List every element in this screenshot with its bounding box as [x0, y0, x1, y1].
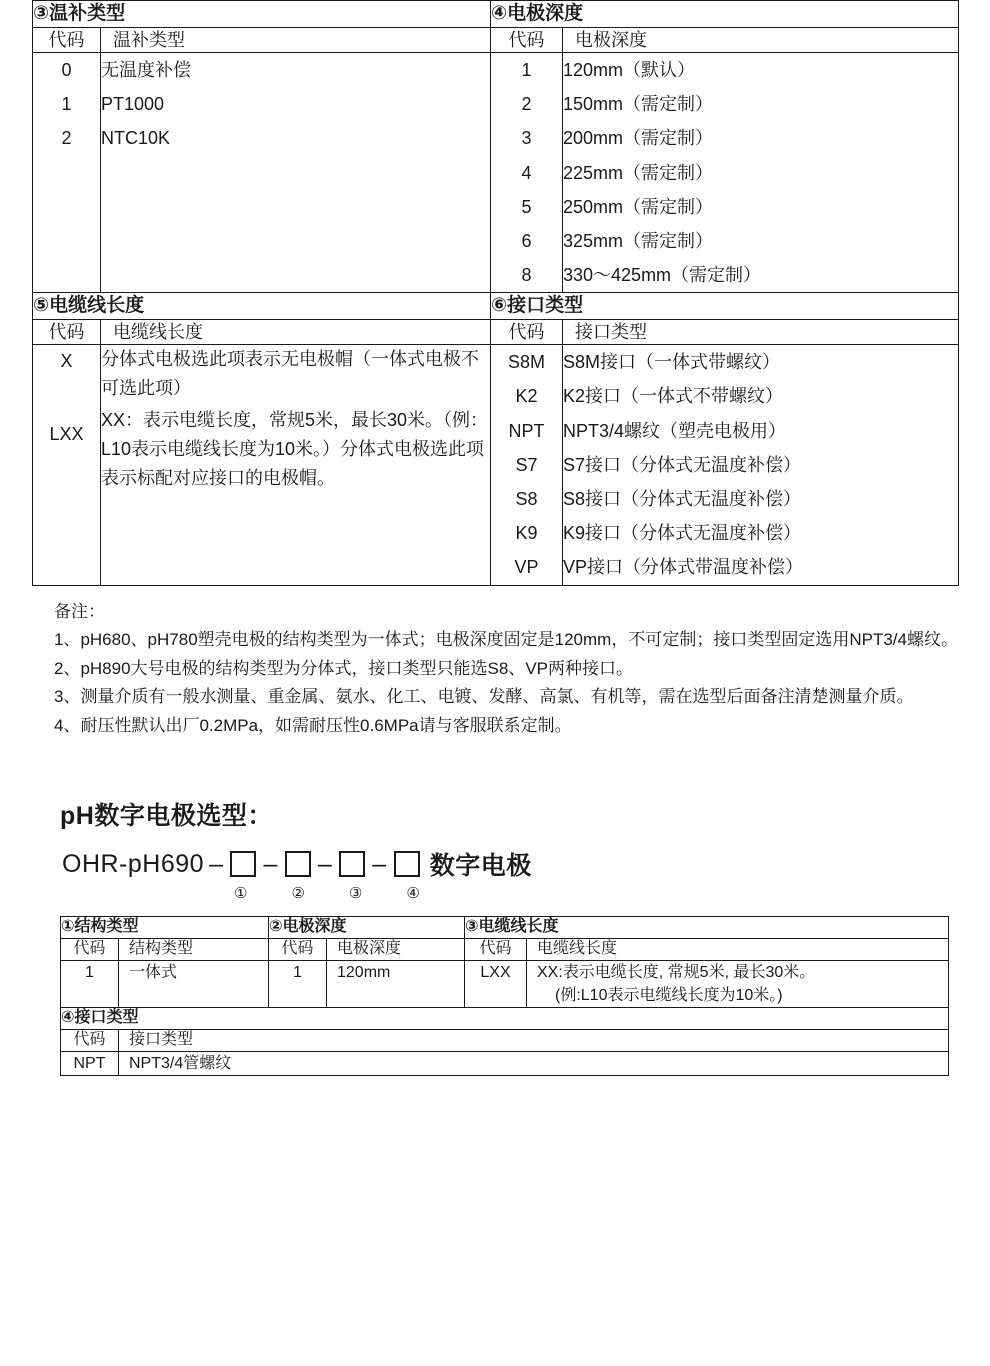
selection-table-top	[32, 0, 959, 586]
marker-1: ①	[234, 885, 248, 903]
col-head-desc-4: 电极深度	[563, 27, 959, 52]
dash-3: –	[317, 849, 333, 878]
desc-cell	[527, 960, 949, 1007]
descs-5	[101, 345, 491, 585]
note-item: 1、pH680、pH780塑壳电极的结构类型为一体式；电极深度固定是120mm，不可定制；接口类型固定选用NPT3/4螺纹。	[54, 630, 958, 650]
desc-cell: 200mm（需定制）	[563, 128, 714, 149]
section-header-d2: ②电极深度	[269, 917, 465, 939]
desc-cell: NPT3/4螺纹（塑壳电极用）	[563, 420, 787, 441]
col-head-desc-6: 接口类型	[563, 319, 959, 344]
col-head-code-6: 代码	[491, 319, 563, 344]
code-cell: LXX	[465, 960, 527, 1007]
dash-4: –	[372, 849, 387, 878]
col-head-desc-d2: 电极深度	[327, 939, 465, 961]
desc-cell: 150mm（需定制）	[563, 94, 714, 115]
col-head-desc-d3: 电缆线长度	[527, 939, 949, 961]
code-cell: 0	[61, 59, 72, 80]
model-suffix: 数字电极	[429, 852, 532, 881]
code-cell: 2	[521, 94, 532, 115]
model-code-line	[62, 846, 958, 882]
desc-cell: 120mm	[327, 960, 465, 1007]
desc-cell: XX：表示电缆长度，常规5米，最长30米。（例：L10表示电缆线长度为10米。）分体式电极选此项表示标配对应接口的电极帽。	[101, 409, 489, 488]
col-head-code-5: 代码	[33, 319, 101, 344]
section-header-5: ⑤电缆线长度	[33, 293, 491, 320]
desc-cell: 325mm（需定制）	[563, 230, 714, 251]
desc-cell: NTC10K	[101, 128, 171, 149]
code-cell: 1	[61, 960, 119, 1007]
desc-line-2: (例:L10表示电缆线长度为10米。)	[555, 987, 783, 1005]
desc-cell: S7接口（分体式无温度补偿）	[563, 454, 802, 475]
table-row	[61, 1051, 949, 1075]
model-slot-2[interactable]	[285, 851, 311, 877]
table-row	[33, 319, 959, 344]
notes-title: 备注：	[54, 601, 105, 621]
selection-table-bottom-wrap	[60, 916, 948, 1076]
code-cell: K2	[515, 386, 538, 407]
desc-line-1: XX:表示电缆长度, 常规5米, 最长30米。	[537, 963, 816, 981]
code-cell: 2	[61, 128, 72, 149]
model-slot-3[interactable]	[339, 851, 365, 877]
notes-block	[32, 598, 958, 741]
table-row	[33, 293, 959, 320]
note-item: 4、耐压性默认出厂0.2MPa，如需耐压性0.6MPa请与客服联系定制。	[54, 715, 572, 735]
desc-cell: 一体式	[119, 960, 269, 1007]
code-cell: 4	[521, 162, 532, 183]
digital-section-title: pH数字电极选型：	[60, 802, 273, 831]
code-cell: LXX	[49, 424, 84, 445]
desc-cell: 330～425mm（需定制）	[563, 265, 762, 286]
descs-4	[563, 52, 959, 292]
section-header-d1: ①结构类型	[61, 917, 269, 939]
table-row	[61, 1008, 949, 1030]
desc-cell: VP接口（分体式带温度补偿）	[563, 557, 804, 578]
model-prefix: OHR-pH690	[62, 849, 205, 878]
col-head-desc-5: 电缆线长度	[101, 319, 491, 344]
desc-cell: 无温度补偿	[101, 59, 191, 80]
desc-cell: 225mm（需定制）	[563, 162, 714, 183]
section-header-4: ④电极深度	[491, 1, 959, 28]
code-cell: 1	[521, 59, 532, 80]
col-head-code-4: 代码	[491, 27, 563, 52]
marker-4: ④	[406, 885, 420, 903]
desc-cell: S8接口（分体式无温度补偿）	[563, 488, 802, 509]
desc-cell: K9接口（分体式无温度补偿）	[563, 523, 802, 544]
table-row	[33, 52, 959, 292]
code-cell: S8	[515, 488, 538, 509]
code-cell: 1	[269, 960, 327, 1007]
desc-cell: S8M接口（一体式带螺纹）	[563, 352, 781, 373]
dash-2: –	[263, 849, 278, 878]
descs-3	[101, 52, 491, 292]
code-cell: 3	[521, 128, 532, 149]
code-cell: X	[60, 351, 73, 372]
selection-table-bottom	[60, 916, 949, 1076]
codes-6	[491, 345, 563, 585]
code-cell: 6	[521, 230, 532, 251]
codes-3	[33, 52, 101, 292]
model-markers	[62, 884, 958, 902]
codes-5	[33, 345, 101, 585]
col-head-desc-d1: 结构类型	[119, 939, 269, 961]
code-cell: NPT	[61, 1051, 119, 1075]
col-head-code-d4: 代码	[61, 1030, 119, 1052]
col-head-code-d2: 代码	[269, 939, 327, 961]
table-row	[61, 960, 949, 1007]
table-row	[61, 917, 949, 939]
code-cell: S8M	[507, 352, 545, 373]
table-row	[61, 1030, 949, 1052]
marker-2: ②	[291, 885, 305, 903]
col-head-desc-3: 温补类型	[101, 27, 491, 52]
col-head-code-d3: 代码	[465, 939, 527, 961]
code-cell: NPT	[508, 420, 545, 441]
model-slot-1[interactable]	[230, 851, 256, 877]
table-row	[33, 345, 959, 585]
table-row	[61, 939, 949, 961]
code-cell: 1	[61, 94, 72, 115]
desc-cell: PT1000	[101, 94, 165, 115]
section-header-d3: ③电缆线长度	[465, 917, 949, 939]
col-head-desc-d4: 接口类型	[119, 1030, 949, 1052]
dash-1: –	[209, 849, 224, 878]
codes-4	[491, 52, 563, 292]
code-cell: 8	[521, 265, 532, 286]
section-header-d4: ④接口类型	[61, 1008, 949, 1030]
desc-cell: 分体式电极选此项表示无电极帽（一体式电极不可选此项）	[101, 349, 479, 399]
code-cell: 5	[521, 196, 532, 217]
note-item: 2、pH890大号电极的结构类型为分体式，接口类型只能选S8、VP两种接口。	[54, 658, 634, 678]
code-cell: K9	[515, 523, 538, 544]
desc-cell: 250mm（需定制）	[563, 196, 714, 217]
descs-6	[563, 345, 959, 585]
note-item: 3、测量介质有一般水测量、重金属、氨水、化工、电镀、发酵、高氯、有机等，需在选型后面备注清楚测量介质。	[54, 687, 914, 707]
code-cell: VP	[514, 557, 539, 578]
table-row	[33, 27, 959, 52]
code-cell: S7	[515, 454, 538, 475]
model-slot-4[interactable]	[394, 851, 420, 877]
desc-cell: 120mm（默认）	[563, 59, 696, 80]
desc-cell: NPT3/4管螺纹	[119, 1051, 949, 1075]
section-header-3: ③温补类型	[33, 1, 491, 28]
desc-cell: K2接口（一体式不带螺纹）	[563, 386, 784, 407]
marker-3: ③	[348, 885, 363, 903]
table-row	[33, 1, 959, 28]
section-header-6: ⑥接口类型	[491, 293, 959, 320]
col-head-code-3: 代码	[33, 27, 101, 52]
col-head-code-d1: 代码	[61, 939, 119, 961]
